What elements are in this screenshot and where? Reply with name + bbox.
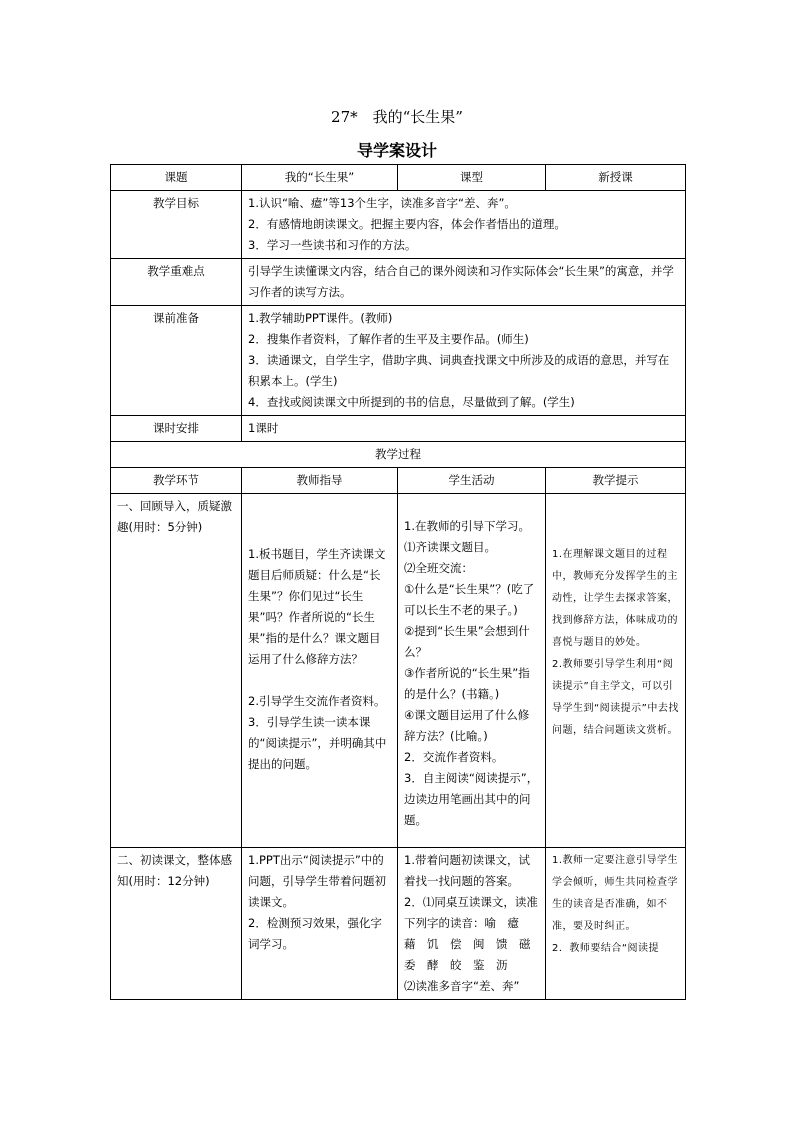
prep-cell [242, 306, 686, 416]
teacher-item: 3．引导学生读一读本课的“阅读提示”，并明确其中提出的问题。 [248, 715, 387, 771]
process-row [111, 494, 686, 848]
teacher-item: 2.引导学生交流作者资料。 [248, 694, 386, 708]
key-label: 教学重难点 [111, 259, 242, 306]
prep-item: 4．查找或阅读课文中所提到的书的信息，尽量做到了解。(学生) [248, 395, 575, 409]
student-cell [398, 494, 546, 848]
student-item: ④课文题目运用了什么修辞方法？(比喻。) [404, 708, 530, 743]
student-item: ③作者所说的“长生果”指的是什么？(书籍。) [404, 666, 530, 701]
process-title: 教学过程 [111, 442, 686, 468]
process-header-teacher: 教师指导 [242, 468, 398, 494]
teacher-cell [242, 494, 398, 848]
student-item: ⑵读准多音字“差、奔” [404, 979, 520, 993]
student-cell [398, 848, 546, 1000]
goals-label: 教学目标 [111, 191, 242, 259]
hint-cell [546, 494, 686, 848]
student-item: ①什么是“长生果”？(吃了可以长生不老的果子。) [404, 582, 535, 617]
time-label: 课时安排 [111, 416, 242, 442]
student-item: 2．⑴同桌互读课文，读准下列字的读音：喻 癔 藉 饥 偿 闽 馈 磁 委 酵 皎 鉴 沥 [404, 895, 542, 972]
student-item: ②提到“长生果”会想到什么？ [404, 624, 530, 659]
student-item: 1.在教师的引导下学习。 [404, 519, 530, 533]
prep-item: 1.教学辅助PPT课件。(教师) [248, 311, 393, 325]
lesson-title: 27* 我的“长生果” [331, 108, 463, 126]
goal-item: 2．有感情地朗读课文。把握主要内容，体会作者悟出的道理。 [248, 217, 566, 231]
prep-label: 课前准备 [111, 306, 242, 416]
teacher-item: 1.PPT出示“阅读提示”中的问题，引导学生带着问题初读课文。 [248, 853, 386, 909]
hint-item: 2．教师要结合“阅读提 [552, 943, 660, 954]
type-header: 课型 [398, 165, 546, 191]
student-item: ⑴齐读课文题目。 [404, 540, 496, 554]
stage-cell: 二、初读课文，整体感知(用时：12分钟) [111, 848, 242, 1000]
hint-item: 2.教师要引导学生利用“阅读提示”自主学文，可以引导学生到“阅读提示”中去找问题，结合问题读文赏析。 [552, 659, 679, 736]
hint-item: 1.教师一定要注意引导学生学会倾听，师生共同检查学生的读音是否准确，如不准，要及时纠正。 [552, 855, 679, 932]
process-row [111, 848, 686, 1000]
hint-cell [546, 848, 686, 1000]
key-cell: 引导学生读懂课文内容，结合自己的课外阅读和习作实际体会“长生果”的寓意，并学习作者的读写方法。 [242, 259, 686, 306]
topic-header: 课题 [111, 165, 242, 191]
topic-value: 我的“长生果” [242, 165, 398, 191]
teacher-item: 2．检测预习效果，强化字词学习。 [248, 916, 382, 951]
student-item: 1.带着问题初读课文，试着找一找问题的答案。 [404, 853, 530, 888]
teacher-cell [242, 848, 398, 1000]
type-value: 新授课 [546, 165, 686, 191]
prep-item: 2．搜集作者资料，了解作者的生平及主要作品。(师生) [248, 332, 529, 346]
goal-item: 3．学习一些读书和习作的方法。 [248, 238, 417, 252]
stage-cell: 一、回顾导入，质疑激趣(用时：5分钟) [111, 494, 242, 848]
goal-item: 1.认识“喻、癔”等13个生字，读准多音字“差、奔”。 [248, 196, 516, 210]
goals-cell [242, 191, 686, 259]
student-item: ⑵全班交流： [404, 561, 473, 575]
process-header-hint: 教学提示 [546, 468, 686, 494]
process-header-student: 学生活动 [398, 468, 546, 494]
time-value: 1课时 [242, 416, 686, 442]
hint-item: 1.在理解课文题目的过程中，教师充分发挥学生的主动性，让学生去探求答案，找到修辞方法，体味成功的喜悦与题目的妙处。 [552, 549, 678, 648]
student-item: 2．交流作者资料。 [404, 750, 504, 764]
teacher-item: 1.板书题目，学生齐读课文题目后师质疑：什么是“长生果”？你们见过“长生果”吗？作者所说的“长生果”指的是什么？课文题目运用了什么修辞方法？ [248, 547, 386, 666]
prep-item: 3．读通课文，自学生字，借助字典、词典查找课文中所涉及的成语的意思，并写在积累本上。(学生) [248, 353, 670, 388]
student-item: 3．自主阅读“阅读提示”，边读边用笔画出其中的问题。 [404, 771, 539, 827]
lesson-plan-table [110, 164, 686, 1000]
design-subtitle: 导学案设计 [356, 141, 437, 160]
process-header-stage: 教学环节 [111, 468, 242, 494]
